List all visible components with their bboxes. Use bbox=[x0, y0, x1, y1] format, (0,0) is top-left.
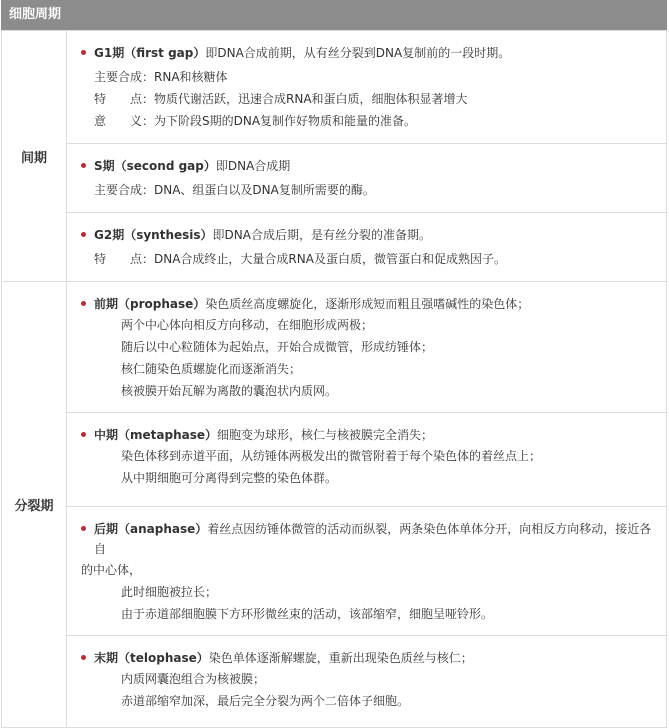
detail-line: 特 点：物质代谢活跃，迅速合成RNA和蛋白质，细胞体积显著增大 bbox=[94, 92, 468, 106]
stage-interphase bbox=[2, 31, 67, 282]
cell-cycle-table bbox=[1, 0, 667, 728]
phase-metaphase bbox=[67, 413, 667, 507]
phase-desc: 染色单体逐渐解螺旋，重新出现染色质丝与核仁； bbox=[208, 651, 473, 665]
phase-term: S期（second gap） bbox=[94, 159, 216, 173]
detail-line: 随后以中心粒随体为起始点，开始合成微管，形成纺锤体； bbox=[121, 340, 434, 354]
detail-line: 由于赤道部细胞膜下方环形微丝束的活动，该部缩窄，细胞呈哑铃形。 bbox=[121, 607, 494, 621]
table-title: 细胞周期 bbox=[9, 7, 62, 22]
table-row bbox=[2, 213, 667, 282]
phase-desc: 即DNA合成期 bbox=[215, 159, 291, 173]
stage-label: 分裂期 bbox=[14, 499, 54, 514]
bullet-icon bbox=[81, 50, 86, 55]
phase-term: 前期（prophase） bbox=[94, 297, 206, 311]
bullet-icon bbox=[81, 432, 86, 437]
bullet-icon bbox=[81, 526, 86, 531]
detail-line: 主要合成：RNA和核糖体 bbox=[94, 70, 228, 84]
phase-s bbox=[67, 144, 667, 213]
phase-prophase bbox=[67, 282, 667, 413]
phase-heading bbox=[81, 294, 654, 314]
table-row bbox=[2, 413, 667, 507]
phase-heading bbox=[81, 425, 654, 445]
detail-line: 核被膜开始瓦解为离散的囊泡状内质网。 bbox=[121, 384, 338, 398]
table-row bbox=[2, 144, 667, 213]
detail-line: 赤道部缩窄加深，最后完全分裂为两个二倍体子细胞。 bbox=[121, 694, 410, 708]
phase-heading bbox=[81, 648, 654, 668]
detail-line: 内质网囊泡组合为核被膜； bbox=[121, 672, 266, 686]
detail-line: 的中心体， bbox=[81, 563, 142, 577]
phase-heading bbox=[81, 43, 654, 63]
phase-heading bbox=[81, 225, 654, 245]
phase-desc: 着丝点因纺锤体微管的活动而纵裂，两条染色体单体分开，向相反方向移动，接近各自 bbox=[94, 522, 652, 556]
phase-term: 中期（metaphase） bbox=[94, 428, 217, 442]
phase-term: 后期（anaphase） bbox=[94, 522, 208, 536]
phase-telophase bbox=[67, 636, 667, 728]
table-header bbox=[1, 0, 667, 30]
bullet-icon bbox=[81, 232, 86, 237]
phase-term: G2期（synthesis） bbox=[94, 228, 213, 242]
phase-g1 bbox=[67, 31, 667, 144]
detail-line: 染色体移到赤道平面，从纺锤体两极发出的微管附着于每个染色体的着丝点上； bbox=[121, 449, 542, 463]
cell-cycle-grid bbox=[1, 30, 667, 728]
phase-heading bbox=[81, 156, 654, 176]
phase-desc: 染色质丝高度螺旋化，逐渐形成短而粗且强嗜碱性的染色体； bbox=[205, 297, 530, 311]
bullet-icon bbox=[81, 655, 86, 660]
bullet-icon bbox=[81, 163, 86, 168]
phase-term: 末期（telophase） bbox=[94, 651, 209, 665]
phase-desc: 细胞变为球形，核仁与核被膜完全消失； bbox=[217, 428, 434, 442]
phase-desc: 即DNA合成后期，是有丝分裂的准备期。 bbox=[212, 228, 431, 242]
phase-desc: 即DNA合成前期，从有丝分裂到DNA复制前的一段时期。 bbox=[205, 46, 511, 60]
bullet-icon bbox=[81, 301, 86, 306]
table-row bbox=[2, 282, 667, 413]
detail-line: 主要合成：DNA、组蛋白以及DNA复制所需要的酶。 bbox=[94, 183, 375, 197]
detail-line: 两个中心体向相反方向移动，在细胞形成两极； bbox=[121, 318, 374, 332]
phase-heading bbox=[81, 519, 654, 559]
stage-mitosis bbox=[2, 282, 67, 728]
detail-line: 此时细胞被拉长； bbox=[121, 585, 218, 599]
phase-g2 bbox=[67, 213, 667, 282]
detail-line: 核仁随染色质螺旋化而逐渐消失； bbox=[121, 362, 302, 376]
phase-term: G1期（first gap） bbox=[94, 46, 206, 60]
table-row bbox=[2, 636, 667, 728]
detail-line: 从中期细胞可分离得到完整的染色体群。 bbox=[121, 471, 338, 485]
table-row bbox=[2, 31, 667, 144]
stage-label: 间期 bbox=[20, 150, 47, 166]
detail-line: 特 点：DNA合成终止，大量合成RNA及蛋白质，微管蛋白和促成熟因子。 bbox=[94, 252, 506, 266]
phase-anaphase bbox=[67, 507, 667, 636]
detail-line: 意 义：为下阶段S期的DNA复制作好物质和能量的准备。 bbox=[94, 114, 417, 128]
table-row bbox=[2, 507, 667, 636]
